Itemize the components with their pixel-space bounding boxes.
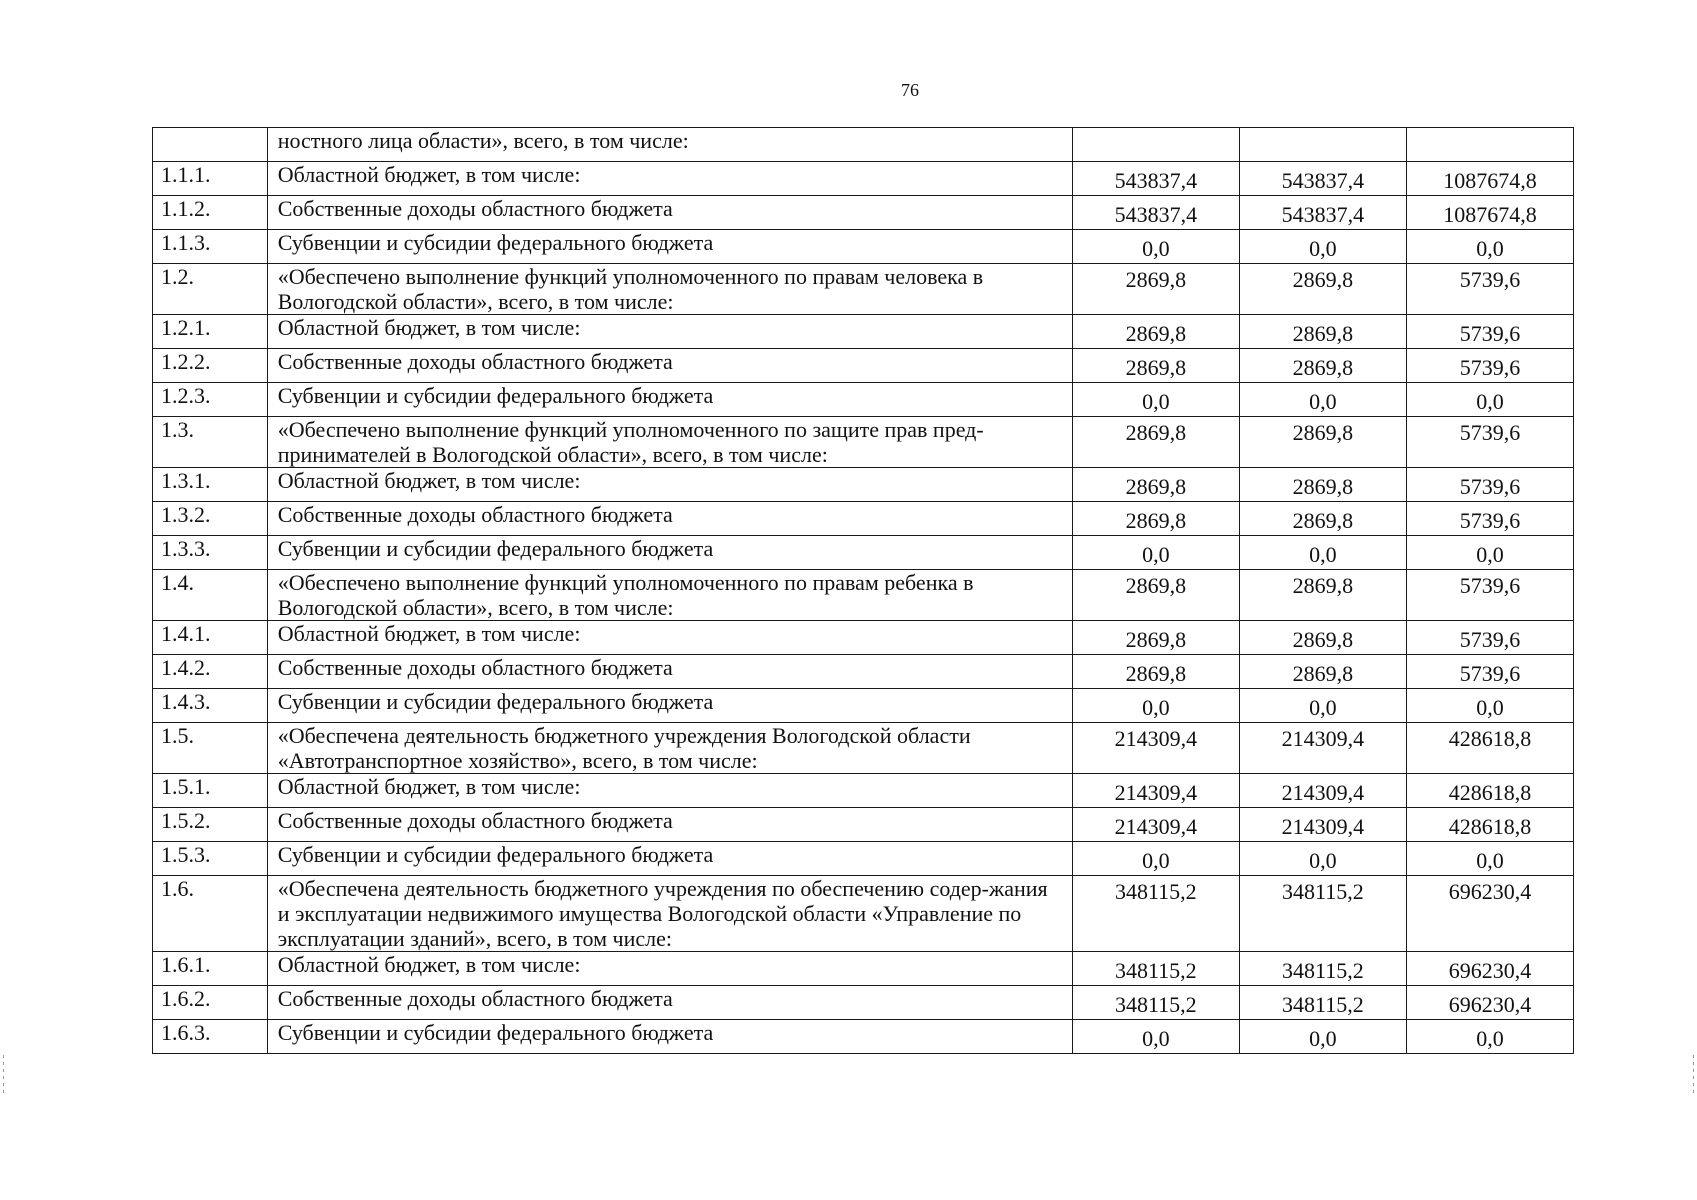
value-total: 0,0 bbox=[1406, 689, 1573, 723]
row-description: Собственные доходы областного бюджета bbox=[267, 349, 1072, 383]
value-year-1: 0,0 bbox=[1072, 1020, 1239, 1054]
value-year-1: 543837,4 bbox=[1072, 196, 1239, 230]
value-year-2: 543837,4 bbox=[1239, 196, 1406, 230]
value-total: 428618,8 bbox=[1406, 723, 1573, 774]
row-description: Субвенции и субсидии федерального бюджета bbox=[267, 1020, 1072, 1054]
table-row bbox=[153, 655, 1574, 689]
value-year-1: 2869,8 bbox=[1072, 349, 1239, 383]
row-description: Субвенции и субсидии федерального бюджета bbox=[267, 536, 1072, 570]
value-total: 428618,8 bbox=[1406, 774, 1573, 808]
value-year-2: 0,0 bbox=[1239, 383, 1406, 417]
value-year-1: 0,0 bbox=[1072, 536, 1239, 570]
value-year-1 bbox=[1072, 128, 1239, 162]
row-number: 1.6.3. bbox=[153, 1020, 268, 1054]
table-row bbox=[153, 570, 1574, 621]
table-row bbox=[153, 689, 1574, 723]
table-row bbox=[153, 876, 1574, 952]
row-description: Собственные доходы областного бюджета bbox=[267, 196, 1072, 230]
value-total: 5739,6 bbox=[1406, 264, 1573, 315]
value-year-2: 543837,4 bbox=[1239, 162, 1406, 196]
value-year-2: 2869,8 bbox=[1239, 315, 1406, 349]
value-total: 696230,4 bbox=[1406, 986, 1573, 1020]
table-row bbox=[153, 808, 1574, 842]
row-number: 1.2. bbox=[153, 264, 268, 315]
value-total: 0,0 bbox=[1406, 383, 1573, 417]
value-year-2: 214309,4 bbox=[1239, 723, 1406, 774]
value-year-1: 0,0 bbox=[1072, 689, 1239, 723]
value-total: 5739,6 bbox=[1406, 349, 1573, 383]
row-number: 1.4.1. bbox=[153, 621, 268, 655]
table-row bbox=[153, 986, 1574, 1020]
row-number: 1.3.1. bbox=[153, 468, 268, 502]
value-year-2: 214309,4 bbox=[1239, 774, 1406, 808]
value-year-2: 214309,4 bbox=[1239, 808, 1406, 842]
row-number: 1.1.1. bbox=[153, 162, 268, 196]
row-description: Собственные доходы областного бюджета bbox=[267, 655, 1072, 689]
row-description: Собственные доходы областного бюджета bbox=[267, 502, 1072, 536]
row-number bbox=[153, 128, 268, 162]
row-number: 1.4.3. bbox=[153, 689, 268, 723]
value-total: 5739,6 bbox=[1406, 468, 1573, 502]
value-total: 0,0 bbox=[1406, 1020, 1573, 1054]
value-year-1: 2869,8 bbox=[1072, 655, 1239, 689]
row-description: «Обеспечено выполнение функций уполномоченного по защите прав пред-принимателей в Вологодской области», всего, в том числе: bbox=[267, 417, 1072, 468]
value-total: 0,0 bbox=[1406, 230, 1573, 264]
row-description: Субвенции и субсидии федерального бюджета bbox=[267, 689, 1072, 723]
row-description: Субвенции и субсидии федерального бюджета bbox=[267, 230, 1072, 264]
row-number: 1.6.2. bbox=[153, 986, 268, 1020]
row-number: 1.5.1. bbox=[153, 774, 268, 808]
table-row bbox=[153, 1020, 1574, 1054]
value-total: 5739,6 bbox=[1406, 315, 1573, 349]
value-year-2: 348115,2 bbox=[1239, 952, 1406, 986]
value-year-1: 214309,4 bbox=[1072, 808, 1239, 842]
row-description: Субвенции и субсидии федерального бюджета bbox=[267, 842, 1072, 876]
budget-table bbox=[152, 127, 1574, 1054]
value-year-1: 2869,8 bbox=[1072, 468, 1239, 502]
value-total: 5739,6 bbox=[1406, 570, 1573, 621]
row-number: 1.2.1. bbox=[153, 315, 268, 349]
value-total: 696230,4 bbox=[1406, 876, 1573, 952]
value-total: 5739,6 bbox=[1406, 655, 1573, 689]
row-description: «Обеспечено выполнение функций уполномоченного по правам ребенка в Вологодской области», всего, в том числе: bbox=[267, 570, 1072, 621]
table-row bbox=[153, 196, 1574, 230]
value-year-2: 2869,8 bbox=[1239, 417, 1406, 468]
row-description: Собственные доходы областного бюджета bbox=[267, 986, 1072, 1020]
value-total: 1087674,8 bbox=[1406, 196, 1573, 230]
table-row bbox=[153, 162, 1574, 196]
row-description: Областной бюджет, в том числе: bbox=[267, 774, 1072, 808]
row-number: 1.5.2. bbox=[153, 808, 268, 842]
value-year-1: 0,0 bbox=[1072, 230, 1239, 264]
value-total: 5739,6 bbox=[1406, 417, 1573, 468]
value-year-2: 0,0 bbox=[1239, 230, 1406, 264]
table-row bbox=[153, 774, 1574, 808]
row-number: 1.4.2. bbox=[153, 655, 268, 689]
row-number: 1.2.3. bbox=[153, 383, 268, 417]
value-year-2: 0,0 bbox=[1239, 842, 1406, 876]
row-number: 1.5.3. bbox=[153, 842, 268, 876]
value-total bbox=[1406, 128, 1573, 162]
table-row bbox=[153, 417, 1574, 468]
row-description: ностного лица области», всего, в том числе: bbox=[267, 128, 1072, 162]
table-row bbox=[153, 536, 1574, 570]
value-year-1: 0,0 bbox=[1072, 383, 1239, 417]
value-year-2: 2869,8 bbox=[1239, 621, 1406, 655]
value-year-2 bbox=[1239, 128, 1406, 162]
value-year-1: 2869,8 bbox=[1072, 417, 1239, 468]
value-year-2: 2869,8 bbox=[1239, 349, 1406, 383]
row-number: 1.4. bbox=[153, 570, 268, 621]
value-total: 428618,8 bbox=[1406, 808, 1573, 842]
row-description: Областной бюджет, в том числе: bbox=[267, 952, 1072, 986]
value-total: 1087674,8 bbox=[1406, 162, 1573, 196]
row-number: 1.6. bbox=[153, 876, 268, 952]
value-total: 5739,6 bbox=[1406, 621, 1573, 655]
value-year-2: 348115,2 bbox=[1239, 876, 1406, 952]
table-row bbox=[153, 128, 1574, 162]
value-year-1: 2869,8 bbox=[1072, 621, 1239, 655]
table-row bbox=[153, 349, 1574, 383]
value-year-1: 0,0 bbox=[1072, 842, 1239, 876]
table-row bbox=[153, 723, 1574, 774]
row-description: Областной бюджет, в том числе: bbox=[267, 162, 1072, 196]
scan-edge-mark-right bbox=[1693, 1055, 1694, 1095]
scan-edge-mark-left bbox=[3, 1055, 4, 1095]
value-year-2: 2869,8 bbox=[1239, 655, 1406, 689]
table-row bbox=[153, 264, 1574, 315]
value-total: 0,0 bbox=[1406, 842, 1573, 876]
value-year-1: 2869,8 bbox=[1072, 264, 1239, 315]
value-year-1: 543837,4 bbox=[1072, 162, 1239, 196]
page-number: 76 bbox=[901, 80, 919, 100]
row-description: «Обеспечена деятельность бюджетного учреждения по обеспечению содер-жания и эксплуатации недвижимого имущества Вологодской области «Управление по эксплуатации зданий», всего, в том числе: bbox=[267, 876, 1072, 952]
row-number: 1.5. bbox=[153, 723, 268, 774]
value-year-1: 214309,4 bbox=[1072, 723, 1239, 774]
row-number: 1.3.2. bbox=[153, 502, 268, 536]
row-description: Субвенции и субсидии федерального бюджета bbox=[267, 383, 1072, 417]
row-number: 1.6.1. bbox=[153, 952, 268, 986]
value-year-2: 2869,8 bbox=[1239, 570, 1406, 621]
table-row bbox=[153, 952, 1574, 986]
value-year-1: 2869,8 bbox=[1072, 315, 1239, 349]
value-year-2: 2869,8 bbox=[1239, 264, 1406, 315]
value-year-1: 348115,2 bbox=[1072, 952, 1239, 986]
row-number: 1.3.3. bbox=[153, 536, 268, 570]
table-row bbox=[153, 502, 1574, 536]
value-year-2: 2869,8 bbox=[1239, 468, 1406, 502]
table-row bbox=[153, 383, 1574, 417]
table-row bbox=[153, 468, 1574, 502]
row-description: Областной бюджет, в том числе: bbox=[267, 315, 1072, 349]
row-description: Областной бюджет, в том числе: bbox=[267, 468, 1072, 502]
row-description: «Обеспечена деятельность бюджетного учреждения Вологодской области «Автотранспортное хозяйство», всего, в том числе: bbox=[267, 723, 1072, 774]
row-number: 1.1.2. bbox=[153, 196, 268, 230]
table-row bbox=[153, 230, 1574, 264]
value-year-1: 2869,8 bbox=[1072, 502, 1239, 536]
value-year-2: 0,0 bbox=[1239, 536, 1406, 570]
value-year-2: 2869,8 bbox=[1239, 502, 1406, 536]
table-row bbox=[153, 842, 1574, 876]
table-row bbox=[153, 315, 1574, 349]
row-description: «Обеспечено выполнение функций уполномоченного по правам человека в Вологодской области», всего, в том числе: bbox=[267, 264, 1072, 315]
value-total: 5739,6 bbox=[1406, 502, 1573, 536]
row-description: Собственные доходы областного бюджета bbox=[267, 808, 1072, 842]
value-year-1: 348115,2 bbox=[1072, 986, 1239, 1020]
value-total: 696230,4 bbox=[1406, 952, 1573, 986]
value-year-1: 214309,4 bbox=[1072, 774, 1239, 808]
row-description: Областной бюджет, в том числе: bbox=[267, 621, 1072, 655]
value-year-2: 348115,2 bbox=[1239, 986, 1406, 1020]
row-number: 1.2.2. bbox=[153, 349, 268, 383]
value-year-1: 2869,8 bbox=[1072, 570, 1239, 621]
value-year-2: 0,0 bbox=[1239, 689, 1406, 723]
value-year-1: 348115,2 bbox=[1072, 876, 1239, 952]
value-total: 0,0 bbox=[1406, 536, 1573, 570]
value-year-2: 0,0 bbox=[1239, 1020, 1406, 1054]
row-number: 1.3. bbox=[153, 417, 268, 468]
row-number: 1.1.3. bbox=[153, 230, 268, 264]
table-row bbox=[153, 621, 1574, 655]
